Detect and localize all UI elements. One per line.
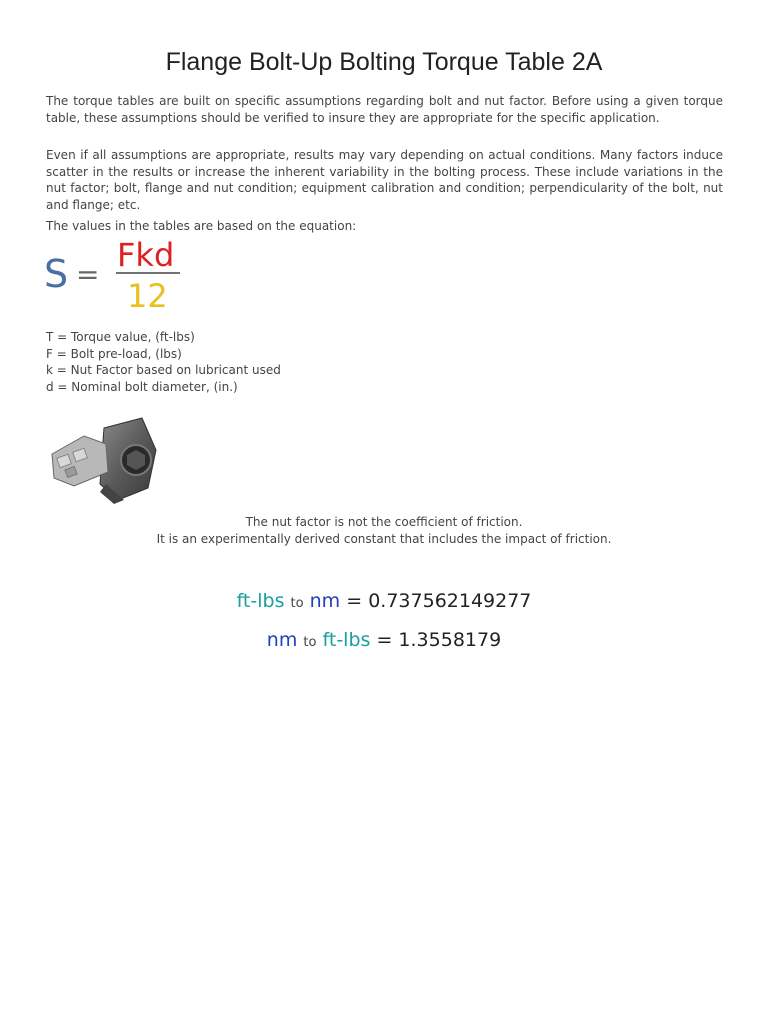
equation-numerator: Fkd	[117, 236, 175, 274]
unit-ft-lbs: ft-lbs	[236, 590, 285, 612]
unit-nm: nm	[309, 590, 341, 612]
equation-denominator: 12	[127, 277, 168, 312]
definition-d: d = Nominal bolt diameter, (in.)	[46, 379, 238, 394]
to-word: to	[290, 596, 304, 611]
variability-paragraph: Even if all assumptions are appropriate, results may vary depending on actual conditions. Many factors induce scatter in the results or increase the inherent variability in the bolting process. These include variations in the nut factor; bolt, flange and nut condition; equipment calibration and condition; perpendicularity of the bolt, nut and flange; etc.	[46, 148, 723, 212]
conversion-nm-to-ftlbs	[0, 629, 768, 651]
nut-factor-note: The nut factor is not the coefficient of friction.	[245, 515, 523, 529]
equation-intro-paragraph: The values in the tables are based on the equation:	[46, 219, 357, 233]
equation-lhs: S	[44, 252, 69, 296]
intro-paragraph: The torque tables are built on specific assumptions regarding bolt and nut factor. Before using a given torque table, these assumptions should be verified to insure they are appropriate for the specific application.	[46, 94, 723, 125]
unit-ft-lbs: ft-lbs	[322, 629, 371, 651]
definition-t: T = Torque value, (ft-lbs)	[46, 330, 195, 344]
page-title: Flange Bolt-Up Bolting Torque Table 2A	[165, 48, 603, 76]
conversion-value: = 0.737562149277	[346, 590, 532, 612]
torque-equation	[44, 232, 204, 312]
variable-definitions	[46, 329, 281, 395]
equation-equals: =	[76, 258, 100, 291]
unit-nm: nm	[266, 629, 298, 651]
to-word: to	[303, 635, 317, 650]
conversion-value: = 1.3558179	[376, 629, 502, 651]
definition-k: k = Nut Factor based on lubricant used	[46, 363, 281, 377]
definition-f: F = Bolt pre-load, (lbs)	[46, 346, 182, 361]
conversion-ftlbs-to-nm	[0, 590, 768, 612]
hydraulic-torque-wrench-icon	[44, 414, 160, 506]
nut-factor-explanation: It is an experimentally derived constant that includes the impact of friction.	[156, 532, 612, 546]
